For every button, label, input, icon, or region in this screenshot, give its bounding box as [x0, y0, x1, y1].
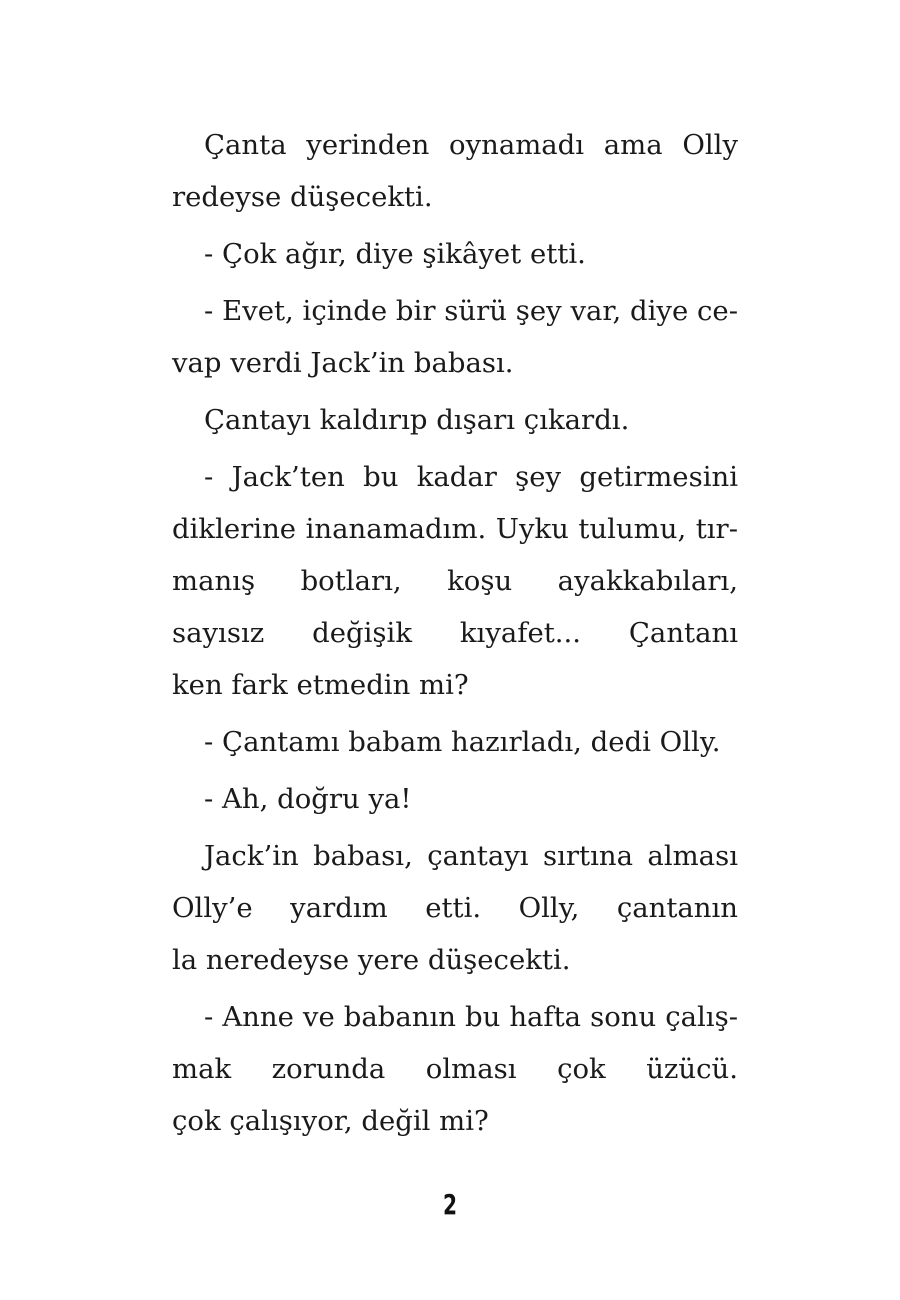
- text-line: - Anne ve babanın bu hafta sonu çalış-: [204, 1001, 738, 1033]
- paragraph: [172, 119, 738, 223]
- text-line: Çantayı kaldırıp dışarı çıkardı.: [204, 404, 630, 436]
- text-line: diklerine inanamadım. Uyku tulumu, tır-: [172, 513, 738, 545]
- page-number: 2: [442, 1188, 458, 1221]
- text-line: redeyse düşecekti.: [172, 181, 433, 213]
- paragraph: [172, 716, 738, 768]
- paragraph: [172, 773, 738, 825]
- text-line: - Jack’ten bu kadar şey getirmesini: [204, 461, 738, 493]
- paragraph: [172, 451, 738, 711]
- text-line: - Çantamı babam hazırladı, dedi Olly.: [204, 726, 721, 758]
- text-line: çok çalışıyor, değil mi?: [172, 1105, 489, 1137]
- paragraph: [172, 394, 738, 446]
- text-line: la neredeyse yere düşecekti.: [172, 944, 571, 976]
- text-line: - Çok ağır, diye şikâyet etti.: [204, 238, 586, 270]
- text-line: Çanta yerinden oynamadı ama Olly: [204, 129, 738, 161]
- text-line: - Ah, doğru ya!: [204, 783, 412, 815]
- text-line: ken fark etmedin mi?: [172, 669, 469, 701]
- text-line: manış botları, koşu ayakkabıları,: [172, 565, 738, 597]
- paragraph: [172, 830, 738, 986]
- text-line: Olly’e yardım etti. Olly, çantanın: [172, 892, 738, 924]
- body-text: [172, 119, 738, 1152]
- text-line: mak zorunda olması çok üzücü.: [172, 1053, 738, 1085]
- paragraph: [172, 991, 738, 1147]
- text-line: Jack’in babası, çantayı sırtına alması: [204, 840, 738, 872]
- text-line: sayısız değişik kıyafet... Çantanı: [172, 617, 738, 649]
- text-line: - Evet, içinde bir sürü şey var, diye ce-: [204, 295, 738, 327]
- paragraph: [172, 285, 738, 389]
- paragraph: [172, 228, 738, 280]
- text-line: vap verdi Jack’in babası.: [172, 347, 514, 379]
